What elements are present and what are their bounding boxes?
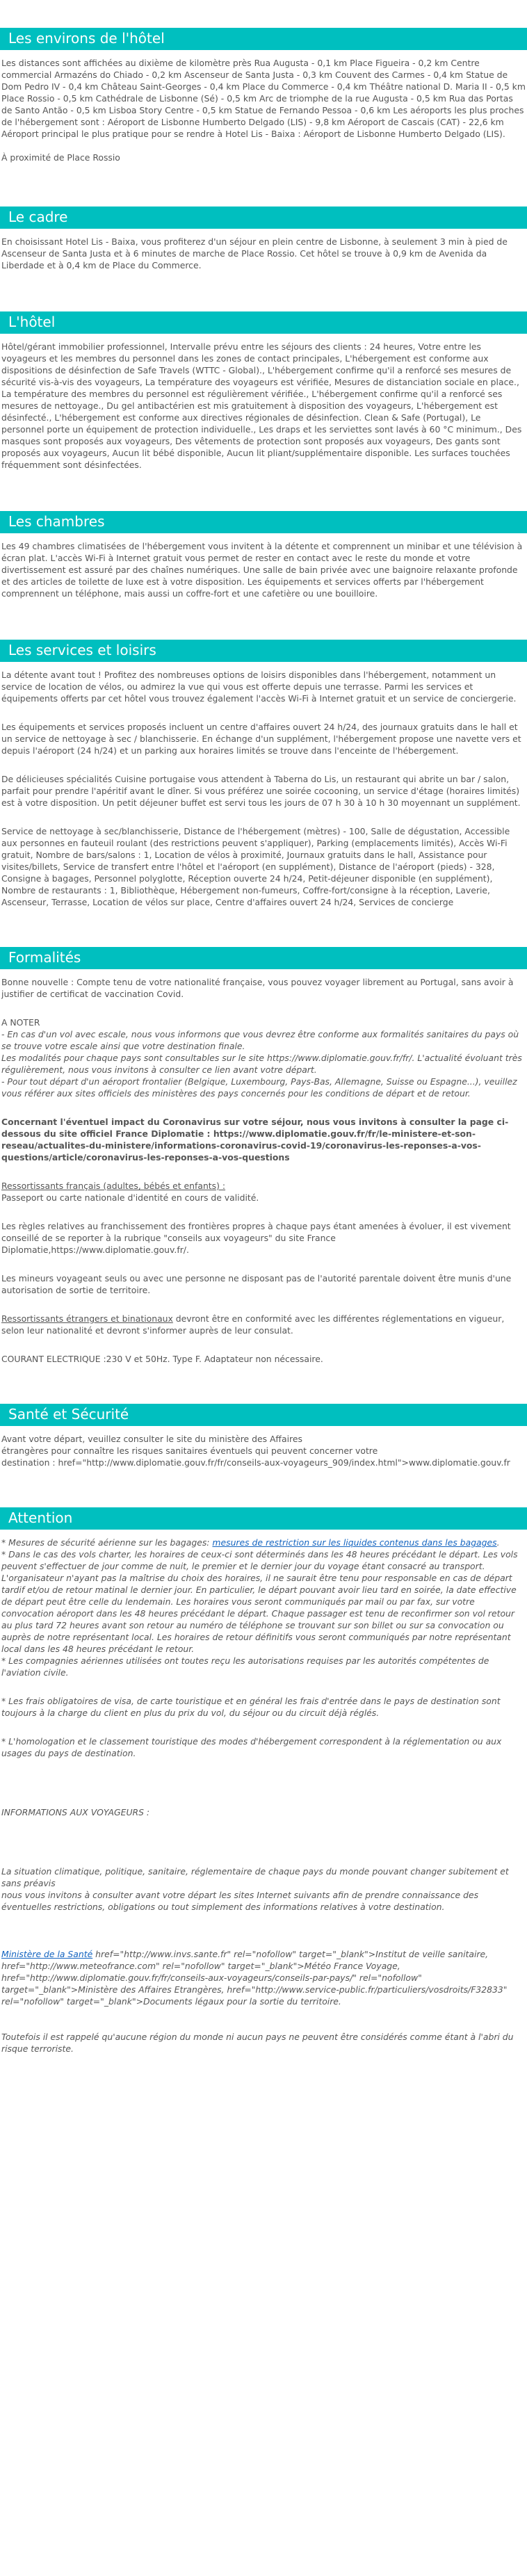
services-text-1: La détente avant tout ! Profitez des nombreuses options de loisirs disponibles dans l'hébergement, notamment un service de location de vélos, ou admirez la vue qui vous est offerte depuis une terrasse. Parmi les services et équipements offerts par cet hôtel vous trouvez également l'accès Wi-Fi à Internet gratuit et un service de conciergerie. xyxy=(1,670,517,704)
services-text-3: De délicieuses spécialités Cuisine portugaise vous attendent à Taberna do Lis, un restaurant qui abrite un bar / salon, parfait pour prendre l'apéritif avant le dîner. Si vous préférez une soirée cocooning, un service d'étage (horaires limités) est à votre disposition. Un petit déjeuner buffet est servi tous les jours de 07 h 30 à 10 h 30 moyennant un supplément. xyxy=(1,774,521,808)
formalites-electric: COURANT ELECTRIQUE :230 V et 50Hz. Type F. Adaptateur non nécessaire. xyxy=(1,1354,323,1364)
top-gap xyxy=(0,0,527,28)
section-title-services: Les services et loisirs xyxy=(0,640,527,662)
formalites-residents-label: Ressortissants français (adultes, bébés et enfants) : xyxy=(1,1181,226,1191)
formalites-foreign xyxy=(0,1313,527,1336)
formalites-minors: Les mineurs voyageant seuls ou avec une personne ne disposant pas de l'autorité parentale doivent être munis d'une autorisation de sortie de territoire. xyxy=(1,1273,512,1295)
formalites-note-text: - En cas d'un vol avec escale, nous vous informons que vous devrez être conforme aux formalités sanitaires du pays où se trouve votre escale ainsi que votre destination finale. Les modalités pour chaque pays sont consultables sur le site https://www.diplomatie.gouv.fr/fr/. L'actualité évoluant très régulièrement, nous vous invitons à consulter ce lien avant votre départ. - Pour tout départ d'un aéroport frontalier (Belgique, Luxembourg, Pays-Bas, Allemagne, Suisse ou Espagne...), veuillez vous référer aux sites officiels des ministères des pays concernés pour les conditions de départ et de retour. xyxy=(1,1029,522,1099)
attention-luggage-suffix: . xyxy=(496,1537,500,1548)
services-text-4: Service de nettoyage à sec/blanchisserie, Distance de l'hébergement (mètres) - 100, Salle de dégustation, Accessible aux personnes en fauteuil roulant (des restrictions peuvent s'appliquer), Parking (emplacements limités), Accès Wi-Fi gratuit, Nombre de bars/salons : 1, Location de vélos à proximité, Journaux gratuits dans le hall, Assistance pour visites/billets, Service de transfert entre l'hôtel et l'aéroport (en supplément), Distance de l'aéroport (pieds) - 328, Consigne à bagages, Personnel polyglotte, Réception ouverte 24 h/24, Petit-déjeuner disponible (en supplément), Nombre de restaurants : 1, Bibliothèque, Hébergement non-fumeurs, Coffre-fort/consigne à la réception, Laverie, Ascenseur, Terrasse, Location de vélos sur place, Centre d'affaires ouvert 24 h/24, Services de concierge xyxy=(1,826,510,907)
chambres-section xyxy=(0,511,527,599)
cadre-section xyxy=(0,206,527,271)
section-title-environs: Les environs de l'hôtel xyxy=(0,28,527,50)
formalites-section xyxy=(0,947,527,1365)
environs-proximity: À proximité de Place Rossio xyxy=(1,152,120,163)
attention-situation: La situation climatique, politique, sanitaire, réglementaire de chaque pays du monde pouvant changer subitement et sans préavis nous vous invitons à consulter avant votre départ les sites Internet suivants afin de prendre connaissance des éventuelles restrictions, obligations ou tout simplement des informations relatives à votre destination. xyxy=(1,1866,509,1912)
hotel-text: Hôtel/gérant immobilier professionnel, Intervalle prévu entre les séjours des clients : 24 heures, Votre entre les voyageurs et les membres du personnel dans les zones de contact principales, L'hébergement est conforme aux dispositions de désinfection de Safe Travels (WTTC - Global)., L'hébergement confirme qu'il a renforcé ses mesures de sécurité vis-à-vis des voyageurs, La température des voyageurs est vérifiée, Mesures de distanciation sociale en place., La température des membres du personnel est régulièrement vérifiée., L'hébergement confirme qu'il a renforcé ses mesures de nettoyage., Du gel antibactérien est mis gratuitement à disposition des voyageurs, L'hébergement est désinfecté., L'hébergement est conforme aux directives régionales de désinfection. Clean & Safe (Portugal), Le personnel porte un équipement de protection individuelle., Les draps et les serviettes sont lavés à 60 °C minimum., Des masques sont proposés aux voyageurs, Des vêtements de protection sont proposés aux voyageurs, Des gants sont proposés aux voyageurs, Aucun lit bébé disponible, Aucun lit pliant/supplémentaire disponible. Les surfaces touchées fréquemment sont désinfectées. xyxy=(1,341,522,470)
section-title-attention: Attention xyxy=(0,1507,527,1530)
attention-luggage-prefix: * Mesures de sécurité aérienne sur les bagages: xyxy=(1,1537,213,1548)
cadre-text: En choisissant Hotel Lis - Baixa, vous profiterez d'un séjour en plein centre de Lisbonne, à seulement 3 min à pied de Ascenseur de Santa Justa et à 6 minutes de marche de Place Rossio. Cet hôtel se trouve à 0,9 km de Avenida da Liberdade et à 0,4 km de Place du Commerce. xyxy=(1,236,508,270)
sante-text: Avant votre départ, veuillez consulter le site du ministère des Affaires étrangères pour connaître les risques sanitaires éventuels qui peuvent concerner votre destination : href="http://www.diplomatie.gouv.fr/fr/conseils-aux-voyageurs_909/index.html">www.diplomatie.gouv.fr xyxy=(1,1434,510,1468)
formalites-good-news: Bonne nouvelle : Compte tenu de votre nationalité française, vous pouvez voyager librement au Portugal, sans avoir à justifier de certificat de vaccination Covid. xyxy=(1,977,514,999)
attention-homologation: * L'homologation et le classement touristique des modes d'hébergement correspondent à la réglementation ou aux usages du pays de destination. xyxy=(1,1736,502,1758)
environs-text: Les distances sont affichées au dixième de kilomètre près Rua Augusta - 0,1 km Place Figueira - 0,2 km Centre commercial Armazéns do Chiado - 0,2 km Ascenseur de Santa Justa - 0,3 km Couvent des Carmes - 0,4 km Statue de Dom Pedro IV - 0,4 km Château Saint-Georges - 0,4 km Place du Commerce - 0,4 km Théâtre national D. Maria II - 0,5 km Place Rossio - 0,5 km Cathédrale de Lisbonne (Sé) - 0,5 km Arc de triomphe de la rue Augusta - 0,5 km Rua das Portas de Santo Antão - 0,5 km Lisboa Story Centre - 0,5 km Statue de Fernando Pessoa - 0,6 km Les aéroports les plus proches de l'hébergement sont : Aéroport de Lisbonne Humberto Delgado (LIS) - 9,8 km Aéroport de Cascais (CAT) - 22,6 km Aéroport principal le plus pratique pour se rendre à Hotel Lis - Baixa : Aéroport de Lisbonne Humberto Delgado (LIS). xyxy=(1,58,526,139)
section-title-chambres: Les chambres xyxy=(0,511,527,533)
attention-links xyxy=(0,1948,527,2007)
formalites-residents-text: Passeport ou carte nationale d'identité en cours de validité. xyxy=(1,1192,259,1203)
formalites-foreign-text: devront être en conformité avec les différentes réglementations en vigueur, selon leur nationalité et devront s'informer auprès de leur consulat. xyxy=(1,1313,505,1336)
formalites-coronavirus: Concernant l'éventuel impact du Coronavirus sur votre séjour, nous vous invitons à consulter la page ci-dessous du site officiel France Diplomatie : https://www.diplomatie.gouv.fr/fr/le-ministere-et-son-reseau/actualites-du-ministere/informations-coronavirus-covid-19/coronavirus-les-reponses-a-vos-questions/article/coronavirus-les-reponses-a-vos-questions xyxy=(1,1117,509,1163)
chambres-text: Les 49 chambres climatisées de l'hébergement vous invitent à la détente et comprennent un minibar et une télévision à écran plat. L'accès Wi-Fi à Internet gratuit vous permet de rester en contact avec le reste du monde et votre divertissement est assuré par des chaînes numériques. Une salle de bain privée avec une baignoire relaxante profonde et des articles de toilette de luxe est à votre disposition. Les équipements et services offerts par l'hébergement comprennent un téléphone, mais aussi un coffre-fort et une cafetière ou une bouilloire. xyxy=(1,541,523,599)
attention-links-rest: href="http://www.invs.sante.fr" rel="nofollow" target="_blank">Institut de veille sanitaire, href="http://www.meteofrance.com" rel="nofollow" target="_blank">Météo France Voyage, href="http://www.diplomatie.gouv.fr/fr/conseils-aux-voyageurs/conseils-par-pays/" rel="nofollow" target="_blank">Ministère des Affaires Etrangères, href="http://www.service-public.fr/particuliers/vosdroits/F32833" rel="nofollow" target="_blank">Documents légaux pour la sortie du territoire. xyxy=(1,1949,508,2007)
section-title-formalites: Formalités xyxy=(0,947,527,969)
formalites-note-heading: A NOTER xyxy=(1,1017,40,1028)
sante-section xyxy=(0,1404,527,1468)
hotel-section xyxy=(0,311,527,471)
ministry-health-link[interactable]: Ministère de la Santé xyxy=(1,1949,93,1959)
attention-section xyxy=(0,1507,527,2055)
section-title-hotel: L'hôtel xyxy=(0,311,527,334)
luggage-restrictions-link[interactable]: mesures de restriction sur les liquides contenus dans les bagages xyxy=(212,1537,497,1548)
formalites-foreign-label: Ressortissants étrangers et binationaux xyxy=(1,1313,173,1324)
attention-info-heading: INFORMATIONS AUX VOYAGEURS : xyxy=(1,1807,150,1817)
formalites-border-rules: Les règles relatives au franchissement des frontières propres à chaque pays étant amenées à évoluer, il est vivement conseillé de se reporter à la rubrique "conseils aux voyageurs" du site France Diplomatie,https://www.diplomatie.gouv.fr/. xyxy=(1,1221,511,1255)
environs-section xyxy=(0,28,527,163)
section-title-sante: Santé et Sécurité xyxy=(0,1404,527,1426)
attention-fees: * Les frais obligatoires de visa, de carte touristique et en général les frais d'entrée dans le pays de destination sont toujours à la charge du client en plus du prix du vol, du séjour ou du circuit déjà réglés. xyxy=(1,1696,501,1718)
services-section xyxy=(0,640,527,908)
services-text-2: Les équipements et services proposés incluent un centre d'affaires ouvert 24 h/24, des journaux gratuits dans le hall et un service de nettoyage à sec / blanchisserie. En échange d'un supplément, l'hébergement propose une navette vers et depuis l'aéroport (24 h/24) et un parking aux horaires limités se trouve dans l'enceinte de l'hébergement. xyxy=(1,722,521,756)
section-title-cadre: Le cadre xyxy=(0,206,527,229)
attention-luggage xyxy=(0,1537,527,1548)
attention-airlines: * Les compagnies aériennes utilisées ont toutes reçu les autorisations requises par les autorités compétentes de l'aviation civile. xyxy=(1,1655,489,1678)
attention-charter: * Dans le cas des vols charter, les horaires de ceux-ci sont déterminés dans les 48 heures précédant le départ. Les vols peuvent s'effectuer de jour comme de nuit, le premier et le dernier jour du voyage étant consacré au transport. L'organisateur n'ayant pas la maîtrise du choix des horaires, il ne saurait être tenu pour responsable en cas de départ tardif et/ou de retour matinal le dernier jour. En particulier, le départ pouvant avoir lieu tard en soirée, la date effective de départ peut être celle du lendemain. Les horaires vous seront communiqués par mail ou par fax, sur votre convocation aéroport dans les 48 heures précédant le départ. Chaque passager est tenu de reconfirmer son vol retour au plus tard 72 heures avant son retour au numéro de téléphone se trouvant sur son billet ou sur sa convocation ou auprès de notre représentant local. Les horaires de retour définitifs vous seront communiqués par notre représentant local dans les 48 heures précédant le retour. xyxy=(1,1549,518,1654)
attention-terror: Toutefois il est rappelé qu'aucune région du monde ni aucun pays ne peuvent être considérés comme étant à l'abri du risque terroriste. xyxy=(1,2032,514,2054)
